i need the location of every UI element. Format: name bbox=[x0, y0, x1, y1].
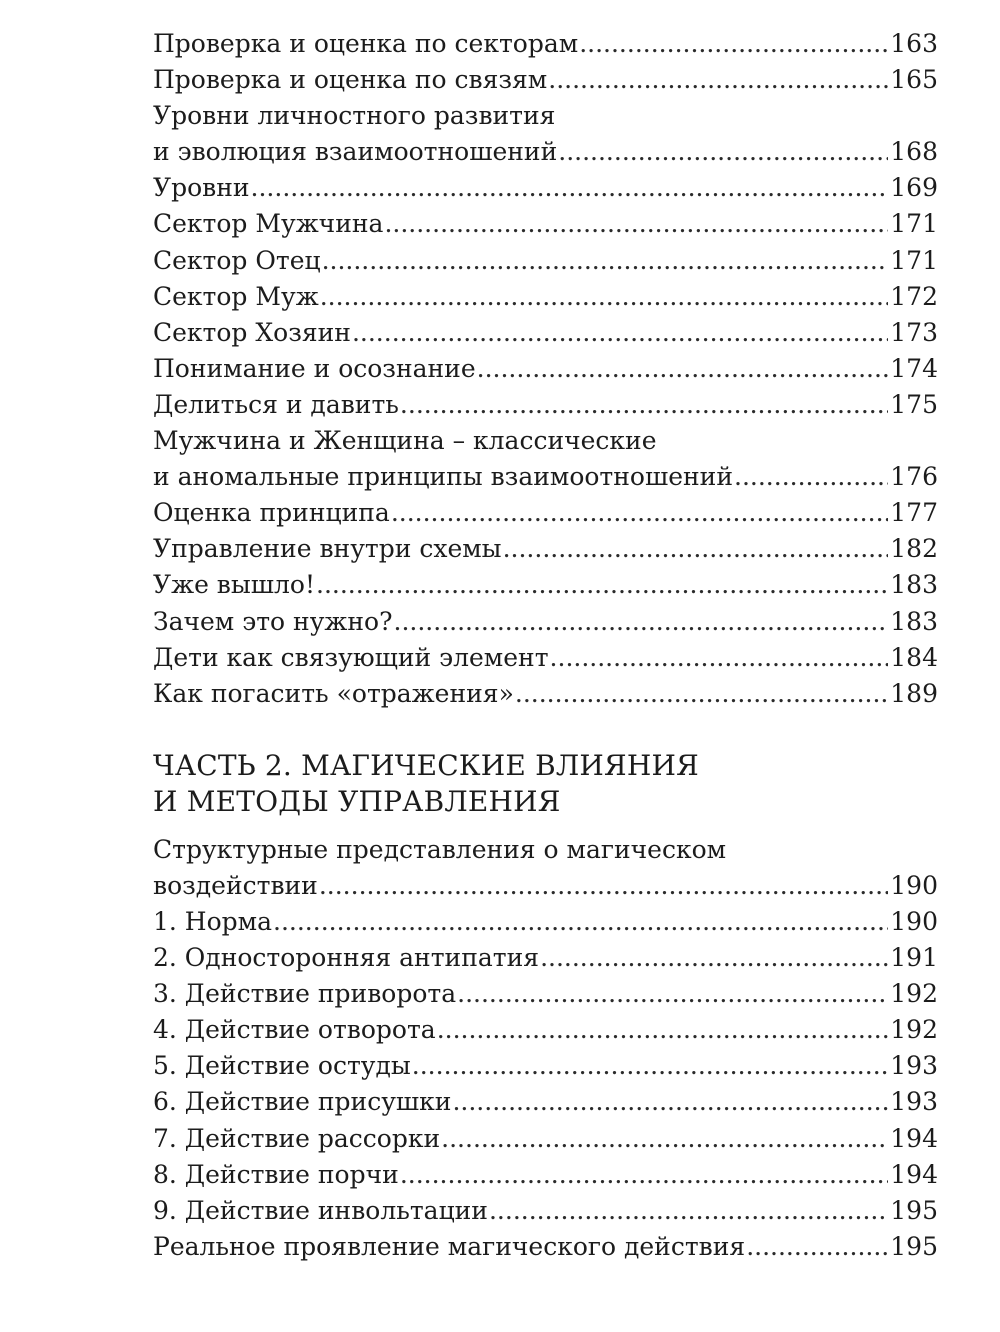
toc-page-number: 195 bbox=[890, 1195, 938, 1225]
dot-leader bbox=[457, 976, 888, 1012]
toc-page-number: 190 bbox=[890, 870, 938, 900]
toc-entry[interactable] bbox=[153, 1157, 938, 1193]
toc-page-number: 169 bbox=[890, 173, 938, 203]
dot-leader bbox=[489, 1193, 888, 1229]
toc-entry[interactable] bbox=[153, 976, 938, 1012]
toc-page-number: 175 bbox=[890, 389, 938, 419]
toc-entry-title: Сектор Муж bbox=[153, 281, 319, 311]
dot-leader bbox=[412, 1048, 889, 1084]
toc-entry[interactable] bbox=[153, 423, 938, 495]
toc-page-number: 184 bbox=[890, 642, 938, 672]
toc-entry-title: Оценка принципа bbox=[153, 498, 390, 528]
toc-entry[interactable] bbox=[153, 1048, 938, 1084]
toc-entry-title: 5. Действие остуды bbox=[153, 1051, 411, 1081]
toc-entry[interactable] bbox=[153, 1229, 938, 1265]
toc-entry[interactable] bbox=[153, 315, 938, 351]
toc-list-part-2 bbox=[153, 832, 938, 1265]
toc-entry-title: Зачем это нужно? bbox=[153, 606, 393, 636]
dot-leader bbox=[437, 1012, 889, 1048]
toc-entry[interactable] bbox=[153, 206, 938, 242]
dot-leader bbox=[734, 459, 888, 495]
dot-leader bbox=[384, 206, 888, 242]
toc-entry-title: Мужчина и Женщина – классические bbox=[153, 426, 657, 456]
toc-entry-title: 9. Действие инвольтации bbox=[153, 1195, 488, 1225]
toc-page-number: 171 bbox=[890, 245, 938, 275]
toc-page-number: 183 bbox=[890, 570, 938, 600]
dot-leader bbox=[316, 567, 888, 603]
dot-leader bbox=[540, 940, 888, 976]
dot-leader bbox=[320, 279, 889, 315]
dot-leader bbox=[400, 387, 888, 423]
dot-leader bbox=[550, 640, 889, 676]
toc-page-number: 192 bbox=[890, 1015, 938, 1045]
toc-entry[interactable] bbox=[153, 62, 938, 98]
dot-leader bbox=[746, 1229, 888, 1265]
toc-page-number: 171 bbox=[890, 209, 938, 239]
toc-page-number: 172 bbox=[890, 281, 938, 311]
toc-page-number: 193 bbox=[890, 1087, 938, 1117]
table-of-contents-page bbox=[153, 26, 938, 1265]
toc-entry-title: Дети как связующий элемент bbox=[153, 642, 549, 672]
toc-entry-title: Реальное проявление магического действия bbox=[153, 1231, 746, 1261]
toc-entry[interactable] bbox=[153, 832, 938, 904]
toc-entry-title: 4. Действие отворота bbox=[153, 1015, 436, 1045]
dot-leader bbox=[319, 868, 888, 904]
dot-leader bbox=[391, 495, 888, 531]
toc-page-number: 165 bbox=[890, 65, 938, 95]
toc-entry-title: Управление внутри схемы bbox=[153, 534, 502, 564]
toc-entry-title-continued: воздействии bbox=[153, 870, 318, 900]
dot-leader bbox=[441, 1121, 888, 1157]
toc-entry-title: Уровни bbox=[153, 173, 250, 203]
toc-entry[interactable] bbox=[153, 26, 938, 62]
toc-entry-title: 2. Односторонняя антипатия bbox=[153, 943, 540, 973]
toc-entry[interactable] bbox=[153, 531, 938, 567]
dot-leader bbox=[558, 134, 888, 170]
toc-entry-title: 3. Действие приворота bbox=[153, 979, 457, 1009]
toc-entry-title: Сектор Отец bbox=[153, 245, 321, 275]
toc-entry-title-continued: и аномальные принципы взаимоотношений bbox=[153, 462, 734, 492]
toc-entry[interactable] bbox=[153, 676, 938, 712]
toc-page-number: 182 bbox=[890, 534, 938, 564]
part-2-heading bbox=[153, 748, 938, 820]
dot-leader bbox=[452, 1084, 888, 1120]
toc-page-number: 192 bbox=[890, 979, 938, 1009]
toc-entry-title: Понимание и осознание bbox=[153, 353, 476, 383]
toc-entry-title: 1. Норма bbox=[153, 906, 273, 936]
toc-page-number: 183 bbox=[890, 606, 938, 636]
toc-entry[interactable] bbox=[153, 387, 938, 423]
toc-list-section-1 bbox=[153, 26, 938, 712]
dot-leader bbox=[548, 62, 888, 98]
dot-leader bbox=[400, 1157, 888, 1193]
toc-entry-title: Уже вышло! bbox=[153, 570, 315, 600]
dot-leader bbox=[273, 904, 888, 940]
toc-page-number: 194 bbox=[890, 1159, 938, 1189]
toc-page-number: 163 bbox=[890, 29, 938, 58]
dot-leader bbox=[251, 170, 889, 206]
toc-entry-title: Структурные представления о магическом bbox=[153, 834, 727, 864]
toc-page-number: 193 bbox=[890, 1051, 938, 1081]
toc-page-number: 173 bbox=[890, 317, 938, 347]
toc-page-number: 191 bbox=[890, 943, 938, 973]
toc-entry[interactable] bbox=[153, 243, 938, 279]
toc-entry[interactable] bbox=[153, 1012, 938, 1048]
toc-entry[interactable] bbox=[153, 604, 938, 640]
toc-entry-title: Проверка и оценка по секторам bbox=[153, 29, 579, 58]
toc-entry[interactable] bbox=[153, 495, 938, 531]
toc-page-number: 177 bbox=[890, 498, 938, 528]
toc-entry[interactable] bbox=[153, 1084, 938, 1120]
toc-page-number: 174 bbox=[890, 353, 938, 383]
toc-entry-title: Уровни личностного развития bbox=[153, 101, 556, 131]
toc-entry-title: Делиться и давить bbox=[153, 389, 399, 419]
toc-entry[interactable] bbox=[153, 640, 938, 676]
toc-entry-title-continued: и эволюция взаимоотношений bbox=[153, 137, 558, 167]
toc-entry-title: Сектор Хозяин bbox=[153, 317, 351, 347]
toc-entry[interactable] bbox=[153, 904, 938, 940]
toc-entry[interactable] bbox=[153, 279, 938, 315]
toc-entry[interactable] bbox=[153, 567, 938, 603]
dot-leader bbox=[394, 604, 889, 640]
toc-entry[interactable] bbox=[153, 1121, 938, 1157]
toc-page-number: 176 bbox=[890, 462, 938, 492]
toc-page-number: 194 bbox=[890, 1123, 938, 1153]
toc-entry[interactable] bbox=[153, 98, 938, 170]
dot-leader bbox=[322, 243, 889, 279]
toc-page-number: 190 bbox=[890, 906, 938, 936]
toc-page-number: 189 bbox=[890, 678, 938, 708]
part-2-heading-line-2: И МЕТОДЫ УПРАВЛЕНИЯ bbox=[153, 784, 561, 818]
toc-entry-title: Как погасить «отражения» bbox=[153, 678, 514, 708]
toc-entry-title: Сектор Мужчина bbox=[153, 209, 384, 239]
toc-entry-title: 6. Действие присушки bbox=[153, 1087, 452, 1117]
toc-entry[interactable] bbox=[153, 351, 938, 387]
toc-entry[interactable] bbox=[153, 1193, 938, 1229]
dot-leader bbox=[579, 26, 888, 62]
toc-entry-title: 8. Действие порчи bbox=[153, 1159, 399, 1189]
part-2-heading-line-1: ЧАСТЬ 2. МАГИЧЕСКИЕ ВЛИЯНИЯ bbox=[153, 748, 699, 782]
toc-page-number: 168 bbox=[890, 137, 938, 167]
dot-leader bbox=[503, 531, 889, 567]
dot-leader bbox=[477, 351, 889, 387]
dot-leader bbox=[352, 315, 888, 351]
toc-entry-title: 7. Действие рассорки bbox=[153, 1123, 441, 1153]
toc-entry[interactable] bbox=[153, 170, 938, 206]
toc-page-number: 195 bbox=[890, 1231, 938, 1261]
toc-entry[interactable] bbox=[153, 940, 938, 976]
dot-leader bbox=[515, 676, 888, 712]
toc-entry-title: Проверка и оценка по связям bbox=[153, 65, 548, 95]
